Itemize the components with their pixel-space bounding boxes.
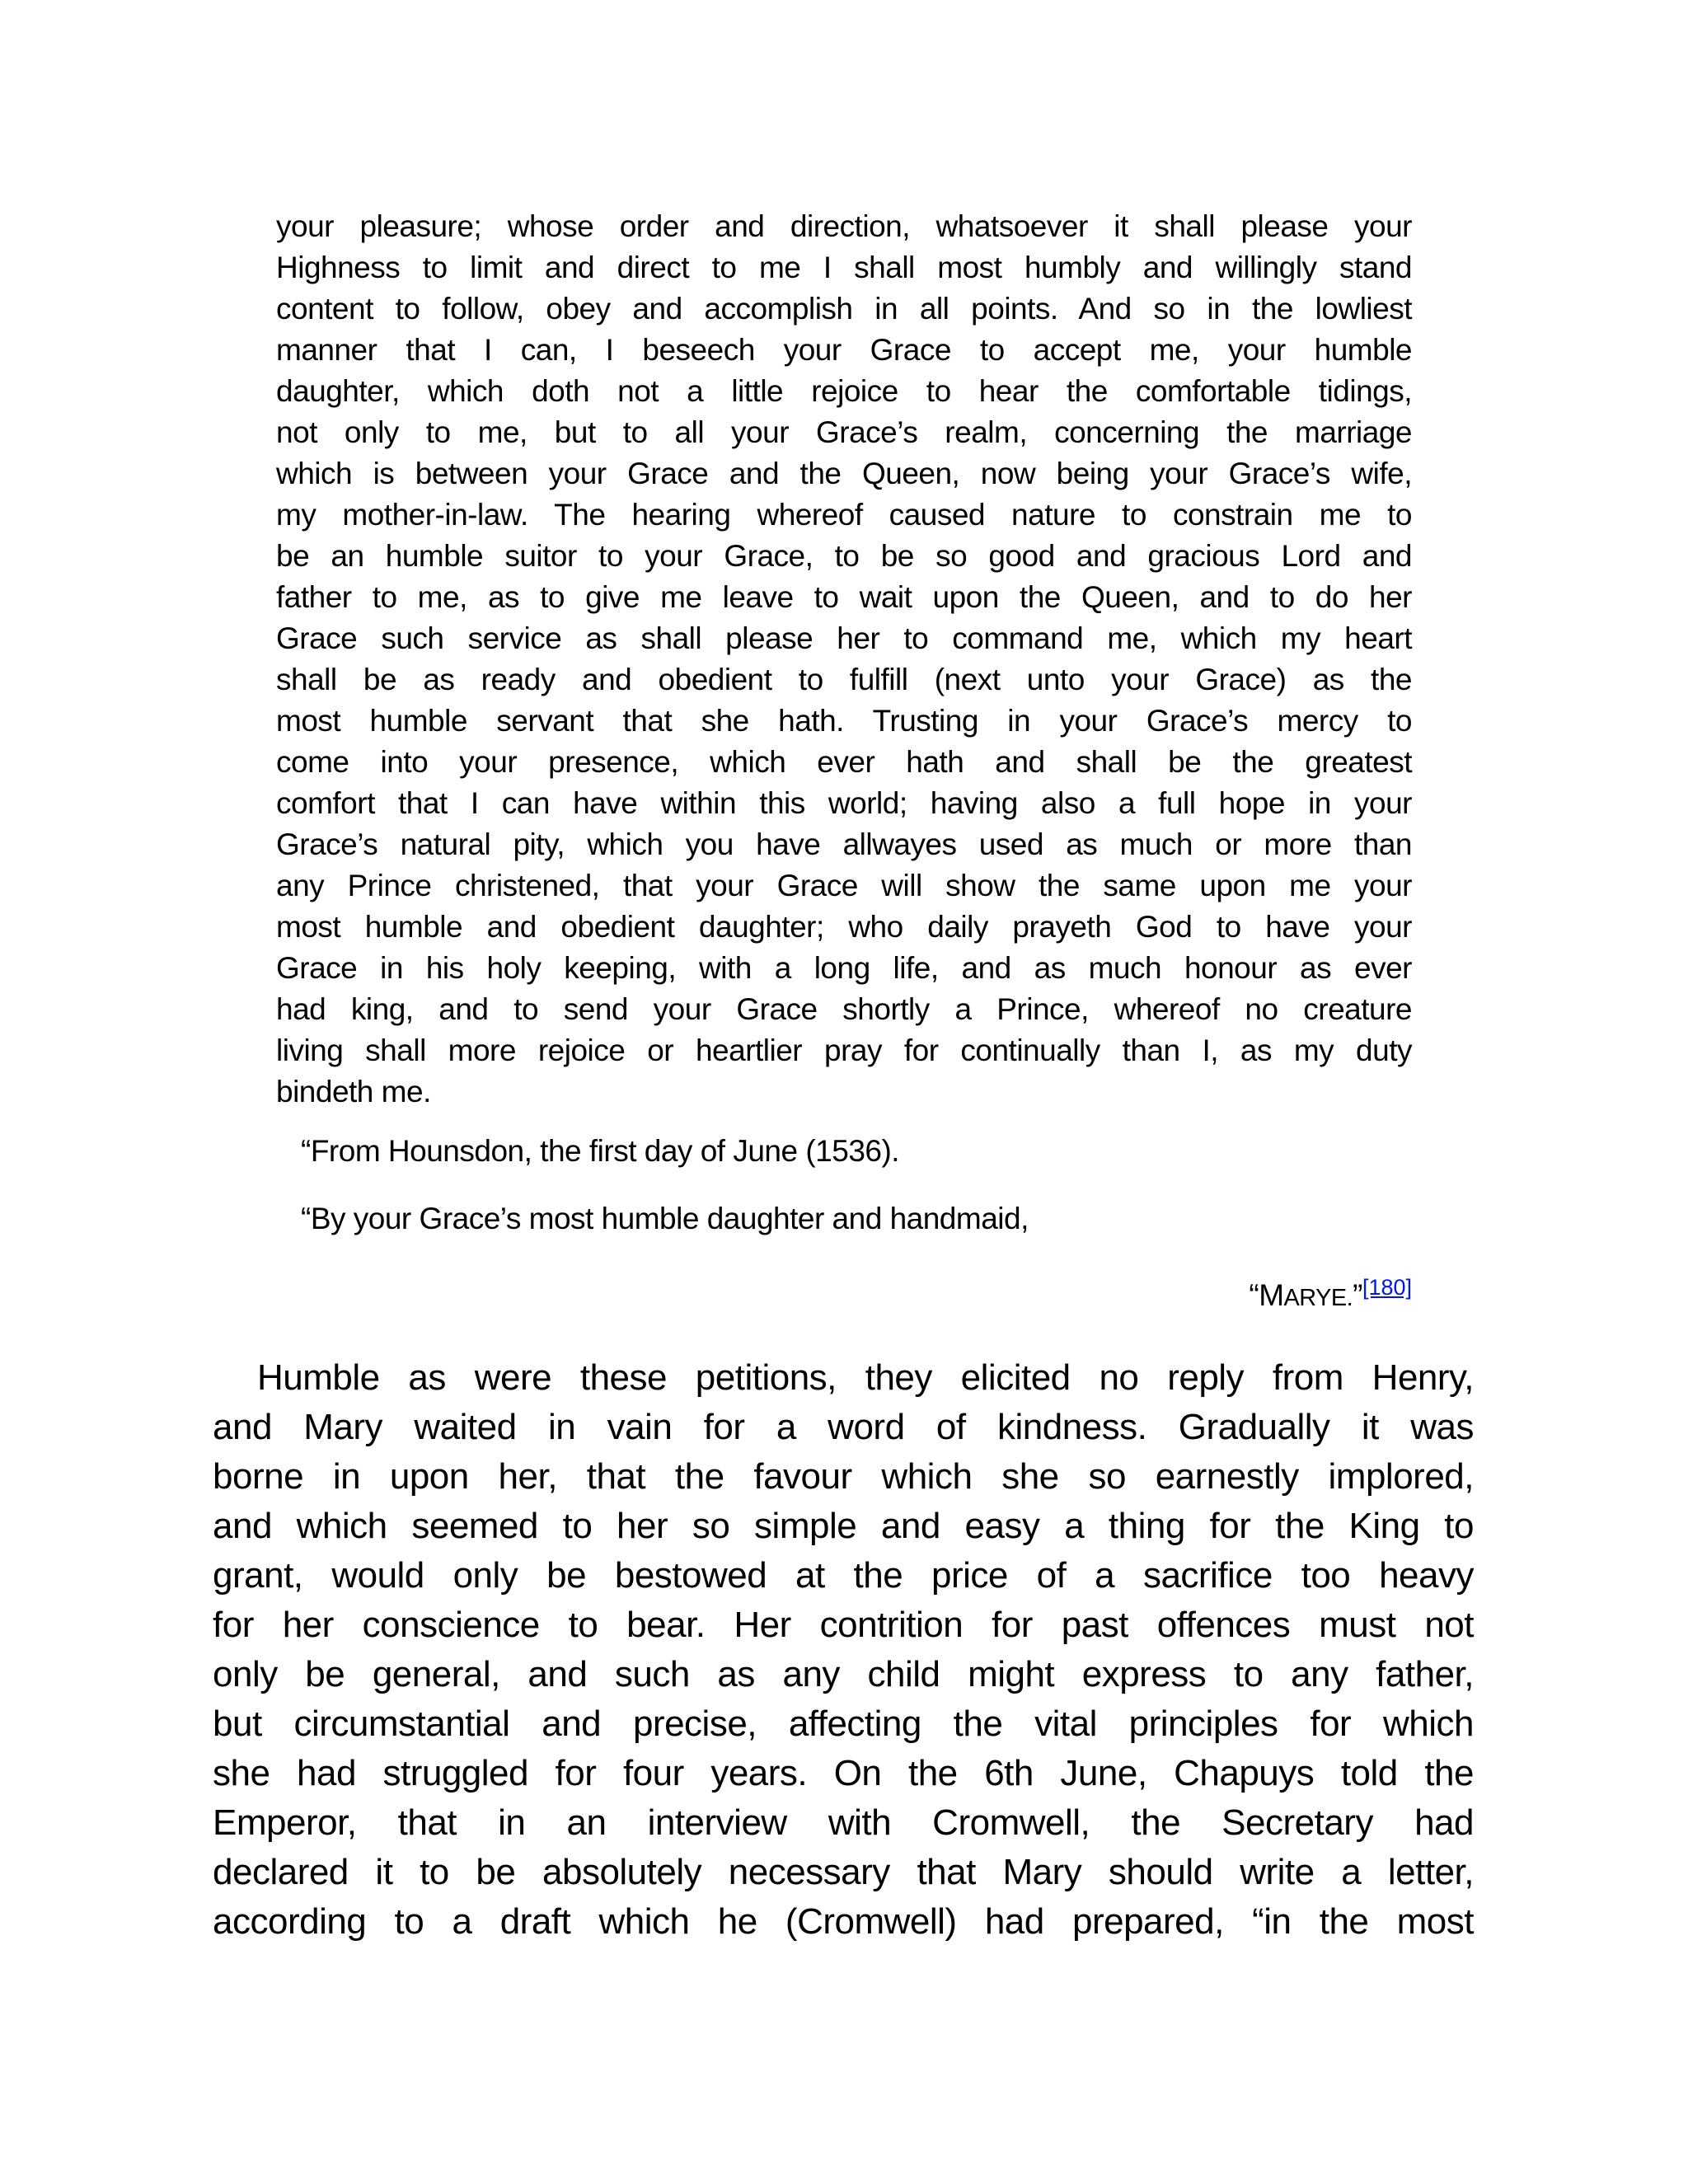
book-page [213, 206, 1474, 1947]
text-line: had king, and to send your Grace shortly a Prince, whereof no creature [276, 992, 1412, 1026]
text-line: she had struggled for four years. On the 6th June, Chapuys told the [213, 1753, 1474, 1793]
signature-open-quote: “ [1249, 1278, 1259, 1312]
text-line: Grace such service as shall please her to command me, which my heart [276, 621, 1412, 655]
signature-initial: M [1259, 1278, 1284, 1312]
letter-signature [276, 1267, 1412, 1319]
text-line: living shall more rejoice or heartlier pray for continually than I, as my duty [276, 1033, 1412, 1067]
signature-close-quote: ” [1353, 1278, 1362, 1312]
text-line: daughter, which doth not a little rejoice to hear the comfortable tidings, [276, 374, 1412, 408]
text-line: borne in upon her, that the favour which she so earnestly implored, [213, 1456, 1474, 1497]
text-line: Grace’s natural pity, which you have allwayes used as much or more than [276, 827, 1412, 861]
signature-name-small-caps: ARYE. [1283, 1285, 1353, 1311]
text-line: Humble as were these petitions, they elicited no reply from Henry, [257, 1357, 1474, 1398]
letter-blockquote [276, 206, 1412, 1319]
text-line: be an humble suitor to your Grace, to be so good and gracious Lord and [276, 539, 1412, 573]
letter-dateline: “From Hounsdon, the first day of June (1536). [301, 1134, 900, 1168]
footnote-link-180[interactable]: [180] [1362, 1275, 1412, 1300]
text-line: comfort that I can have within this world; having also a full hope in your [276, 786, 1412, 820]
text-line: Grace in his holy keeping, with a long life, and as much honour as ever [276, 951, 1412, 985]
text-line: grant, would only be bestowed at the price of a sacrifice too heavy [213, 1555, 1474, 1596]
text-line: most humble and obedient daughter; who daily prayeth God to have your [276, 910, 1412, 944]
text-line: shall be as ready and obedient to fulfill (next unto your Grace) as the [276, 663, 1412, 696]
letter-valediction: “By your Grace’s most humble daughter and handmaid, [301, 1202, 1029, 1235]
text-line: not only to me, but to all your Grace’s realm, concerning the marriage [276, 415, 1412, 449]
text-line: most humble servant that she hath. Trusting in your Grace’s mercy to [276, 704, 1412, 738]
text-line: declared it to be absolutely necessary that Mary should write a letter, [213, 1852, 1474, 1892]
text-line: for her conscience to bear. Her contrition for past offences must not [213, 1605, 1474, 1645]
text-line: which is between your Grace and the Queen, now being your Grace’s wife, [276, 457, 1412, 490]
text-line: and Mary waited in vain for a word of kindness. Gradually it was [213, 1407, 1474, 1447]
letter-body [276, 206, 1412, 1113]
text-line: content to follow, obey and accomplish in all points. And so in the lowliest [276, 292, 1412, 326]
text-line: according to a draft which he (Cromwell) had prepared, “in the most [213, 1901, 1474, 1942]
text-line: but circumstantial and precise, affecting the vital principles for which [213, 1704, 1474, 1744]
text-line: your pleasure; whose order and direction, whatsoever it shall please your [276, 209, 1412, 243]
text-line: come into your presence, which ever hath and shall be the greatest [276, 745, 1412, 779]
text-line: manner that I can, I beseech your Grace to accept me, your humble [276, 333, 1412, 367]
text-line: my mother-in-law. The hearing whereof caused nature to constrain me to [276, 498, 1412, 532]
text-line: Emperor, that in an interview with Cromwell, the Secretary had [213, 1802, 1474, 1843]
text-line: and which seemed to her so simple and easy a thing for the King to [213, 1506, 1474, 1546]
text-line: any Prince christened, that your Grace will show the same upon me your [276, 869, 1412, 902]
text-line: bindeth me. [276, 1075, 431, 1108]
text-line: father to me, as to give me leave to wait upon the Queen, and to do her [276, 580, 1412, 614]
text-line: only be general, and such as any child might express to any father, [213, 1654, 1474, 1694]
narrative-paragraph [213, 1353, 1474, 1947]
text-line: Highness to limit and direct to me I shall most humbly and willingly stand [276, 251, 1412, 284]
